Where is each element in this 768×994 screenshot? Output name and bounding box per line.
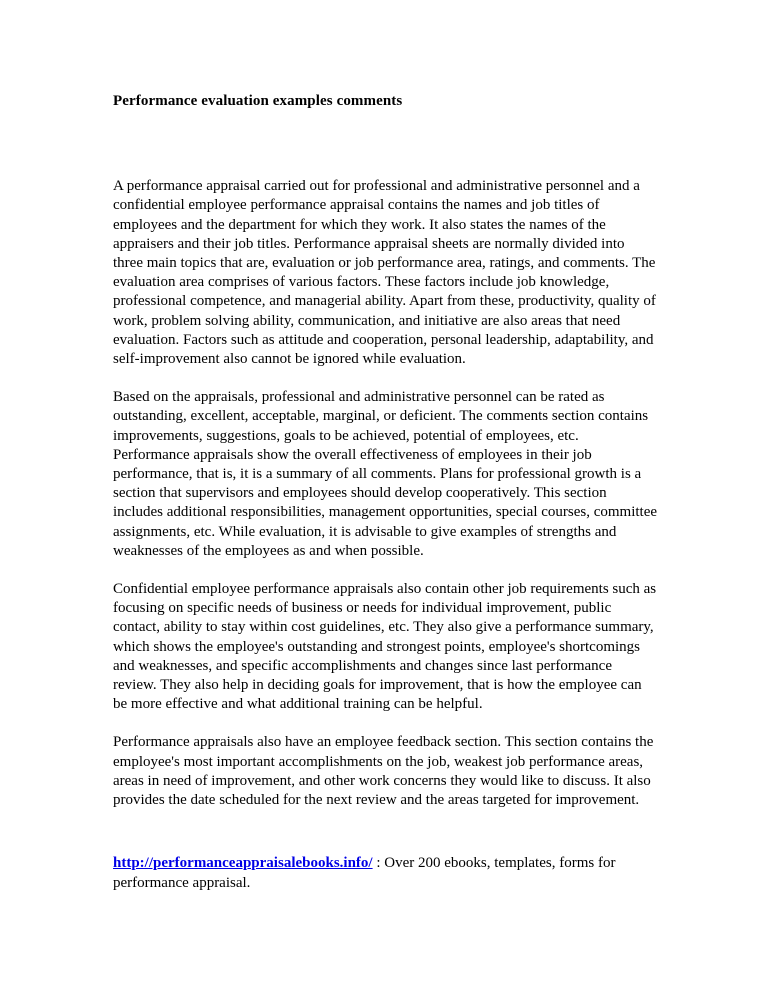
document-title: Performance evaluation examples comments bbox=[113, 93, 403, 109]
footer-paragraph bbox=[113, 854, 658, 892]
paragraph-confidential-appraisals: Confidential employee performance appraisals also contain other job requirements such as focusing on specific needs of business or needs for individual improvement, public contact, ability to stay within cost guidelines, etc. They also give a performance summary, which shows the employee's outstanding and strongest points, employee's shortcomings and weaknesses, and specific accomplishments and changes since last performance review. They also help in deciding goals for improvement, that is how the employee can be more effective and what additional training can be helpful. bbox=[113, 581, 657, 713]
paragraph-ratings-comments: Based on the appraisals, professional and administrative personnel can be rated as outstanding, excellent, acceptable, marginal, or deficient. The comments section contains improvements, suggestions, goals to be achieved, potential of employees, etc. Performance appraisals show the overall effectiveness of employees in their job performance, that is, it is a summary of all comments. Plans for professional growth is a section that supervisors and employees should develop cooperatively. This section includes additional responsibilities, management opportunities, special courses, committee assignments, etc. While evaluation, it is advisable to give examples of strengths and weaknesses of the employees as and when possible. bbox=[113, 389, 658, 559]
document-page bbox=[113, 92, 658, 893]
paragraph-employee-feedback: Performance appraisals also have an employee feedback section. This section contains the employee's most important accomplishments on the job, weakest job performance areas, areas in need of improvement, and other work concerns they would like to discuss. It also provides the date scheduled for the next review and the areas targeted for improvement. bbox=[113, 734, 654, 809]
footer-link-suffix: : Over 200 ebooks, templates, forms for performance appraisal. bbox=[113, 855, 616, 891]
ebooks-site-link[interactable]: http://performanceappraisalebooks.info/ bbox=[113, 855, 373, 872]
paragraph-appraisal-overview: A performance appraisal carried out for professional and administrative personnel and a confidential employee performance appraisal contains the names and job titles of employees and the department for which they work. It also states the names of the appraisers and their job titles. Performance appraisal sheets are normally divided into three main topics that are, evaluation or job performance area, ratings, and comments. The evaluation area comprises of various factors. These factors include job knowledge, professional competence, and managerial ability. Apart from these, productivity, quality of work, problem solving ability, communication, and initiative are also areas that need evaluation. Factors such as attitude and cooperation, personal leadership, adaptability, and self-improvement also cannot be ignored while evaluation. bbox=[113, 178, 656, 368]
